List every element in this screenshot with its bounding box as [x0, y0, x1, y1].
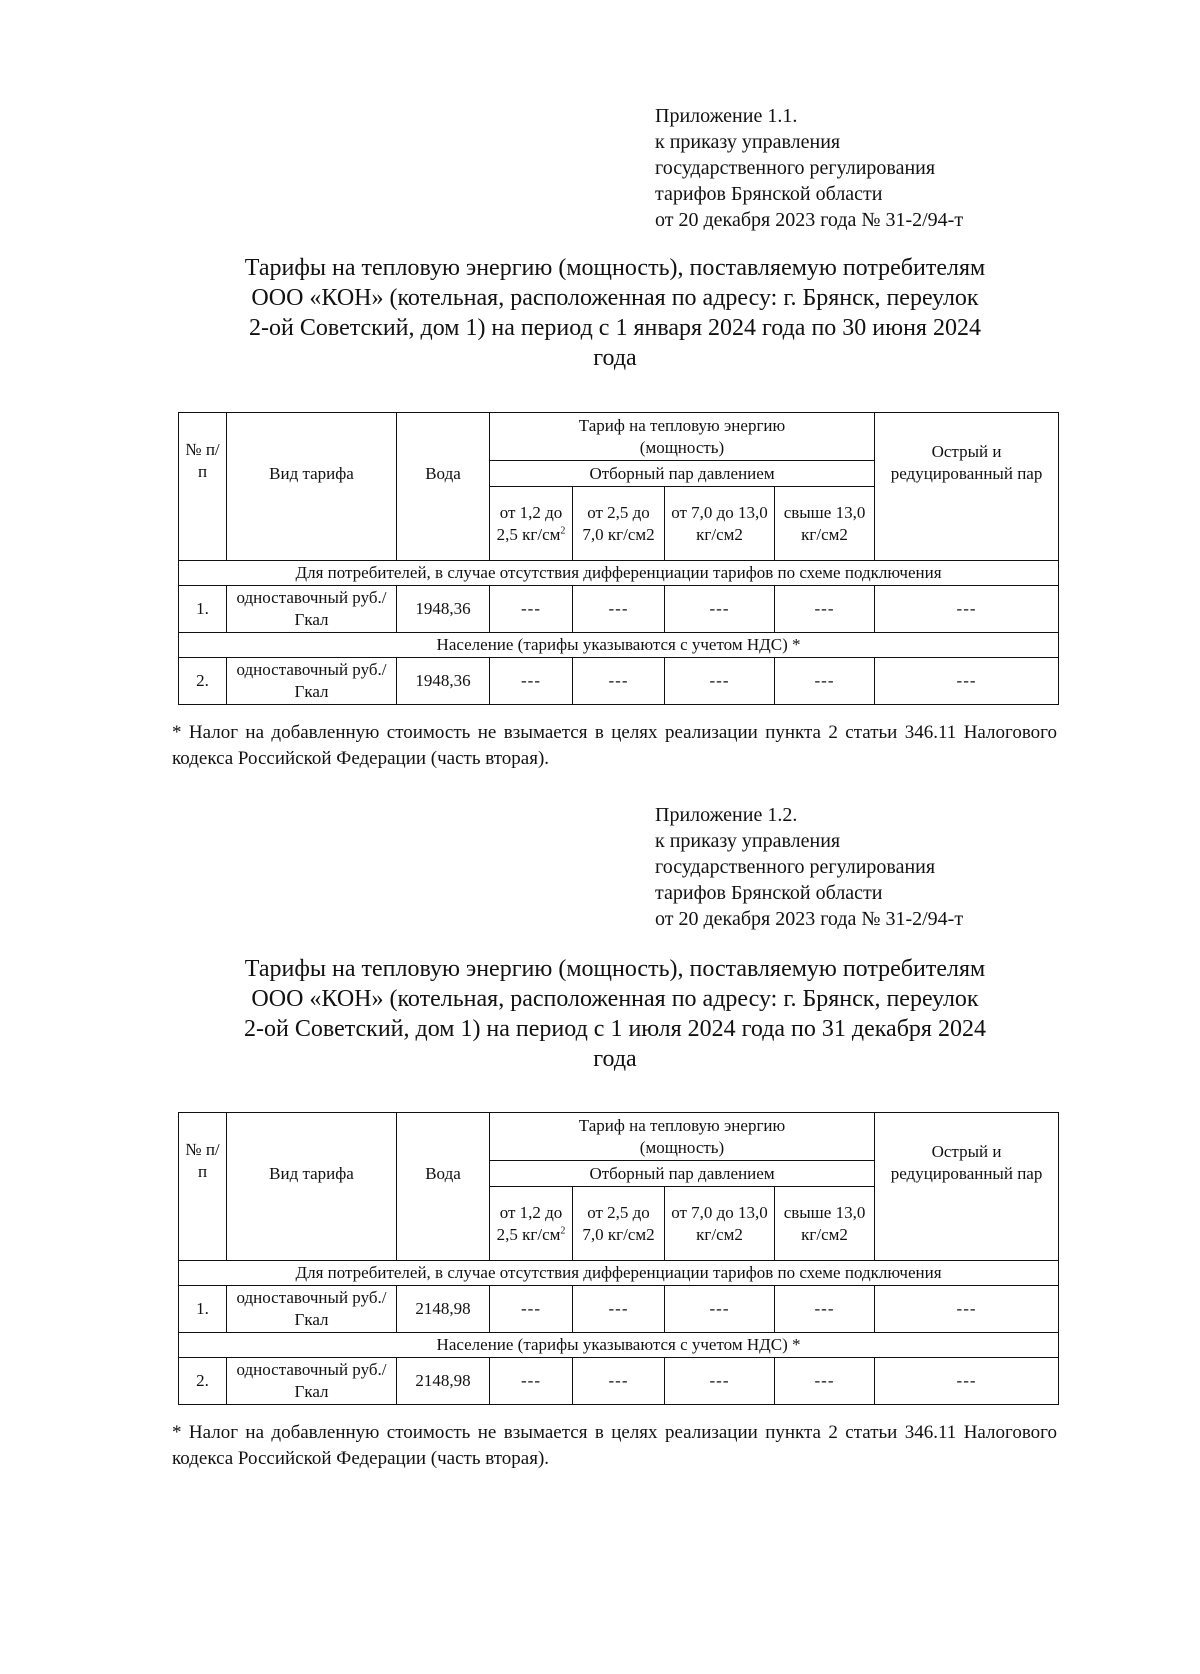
cell-sharp: --- [875, 586, 1059, 633]
cell-water: 2148,98 [397, 1286, 490, 1333]
appendix-header-1 [655, 103, 963, 233]
header-steam-3: от 7,0 до 13,0 кг/см2 [665, 1187, 775, 1261]
section-row: Население (тарифы указываются с учетом НДС) * [179, 1333, 1059, 1358]
cell-num: 1. [179, 586, 227, 633]
cell-type: одноставочный руб./Гкал [227, 586, 397, 633]
table-row [179, 1286, 1059, 1333]
title-line: ООО «КОН» (котельная, расположенная по адресу: г. Брянск, переулок [251, 285, 979, 311]
cell-steam-1: --- [490, 1358, 573, 1405]
cell-steam-4: --- [775, 1286, 875, 1333]
header-num: № п/ п [179, 413, 227, 561]
cell-steam-2: --- [573, 658, 665, 705]
header-num: № п/ п [179, 1113, 227, 1261]
cell-sharp: --- [875, 658, 1059, 705]
header-tariff-type: Вид тарифа [227, 1113, 397, 1261]
header-sharp-steam: Острый и редуцированный пар [875, 413, 1059, 561]
cell-water: 1948,36 [397, 586, 490, 633]
cell-steam-2: --- [573, 1286, 665, 1333]
cell-steam-4: --- [775, 586, 875, 633]
cell-water: 2148,98 [397, 1358, 490, 1405]
tariff-table-1 [178, 412, 1059, 705]
appendix-line: к приказу управления [655, 830, 841, 852]
section-row: Для потребителей, в случае отсутствия дифференциации тарифов по схеме подключения [179, 1261, 1059, 1286]
appendix-header-2 [655, 802, 963, 932]
header-tariff-group: Тариф на тепловую энергию (мощность) [490, 1113, 875, 1161]
table-row [179, 658, 1059, 705]
cell-steam-3: --- [665, 658, 775, 705]
title-line: Тарифы на тепловую энергию (мощность), поставляемую потребителям [244, 255, 986, 281]
title-line: года [593, 1046, 637, 1072]
header-steam-1: от 1,2 до 2,5 $кг/см^2$ [490, 487, 573, 561]
header-sharp-steam: Острый и редуцированный пар [875, 1113, 1059, 1261]
cell-type: одноставочный руб./Гкал [227, 1286, 397, 1333]
appendix-line: от 20 декабря 2023 года № 31-2/94-т [655, 908, 964, 930]
table-row [179, 1358, 1059, 1405]
header-tariff-group: Тариф на тепловую энергию (мощность) [490, 413, 875, 461]
cell-steam-3: --- [665, 1286, 775, 1333]
header-steam-4: свыше 13,0 кг/см2 [775, 1187, 875, 1261]
header-steam-group: Отборный пар давлением [490, 1161, 875, 1187]
cell-steam-3: --- [665, 586, 775, 633]
header-water: Вода [397, 1113, 490, 1261]
cell-type: одноставочный руб./Гкал [227, 1358, 397, 1405]
header-steam-2: от 2,5 до 7,0 кг/см2 [573, 1187, 665, 1261]
header-steam-2: от 2,5 до 7,0 кг/см2 [573, 487, 665, 561]
document-title-1 [170, 253, 1060, 373]
title-line: ООО «КОН» (котельная, расположенная по адресу: г. Брянск, переулок [251, 986, 979, 1012]
header-steam-group: Отборный пар давлением [490, 461, 875, 487]
cell-steam-2: --- [573, 1358, 665, 1405]
title-line: года [593, 345, 637, 371]
header-steam-4: свыше 13,0 кг/см2 [775, 487, 875, 561]
cell-num: 1. [179, 1286, 227, 1333]
cell-type: одноставочный руб./Гкал [227, 658, 397, 705]
header-steam-3: от 7,0 до 13,0 кг/см2 [665, 487, 775, 561]
cell-sharp: --- [875, 1358, 1059, 1405]
cell-num: 2. [179, 658, 227, 705]
tariff-table-2 [178, 1112, 1059, 1405]
appendix-line: к приказу управления [655, 131, 841, 153]
cell-steam-1: --- [490, 658, 573, 705]
cell-sharp: --- [875, 1286, 1059, 1333]
title-line: 2-ой Советский, дом 1) на период с 1 июля 2024 года по 31 декабря 2024 [244, 1016, 986, 1042]
document-title-2 [170, 954, 1060, 1074]
appendix-line: Приложение 1.1. [655, 105, 798, 127]
cell-steam-4: --- [775, 658, 875, 705]
appendix-line: тарифов Брянской области [655, 183, 883, 205]
cell-steam-1: --- [490, 586, 573, 633]
section-row: Для потребителей, в случае отсутствия дифференциации тарифов по схеме подключения [179, 561, 1059, 586]
cell-steam-3: --- [665, 1358, 775, 1405]
appendix-line: государственного регулирования [655, 856, 936, 878]
table-row [179, 586, 1059, 633]
cell-water: 1948,36 [397, 658, 490, 705]
footnote-2: * Налог на добавленную стоимость не взымается в целях реализации пункта 2 статьи 346.11 Налогового кодекса Российской Федерации (часть вторая). [172, 1422, 1057, 1469]
header-water: Вода [397, 413, 490, 561]
footnote-1: * Налог на добавленную стоимость не взымается в целях реализации пункта 2 статьи 346.11 Налогового кодекса Российской Федерации (часть вторая). [172, 722, 1057, 769]
appendix-line: Приложение 1.2. [655, 804, 798, 826]
appendix-line: государственного регулирования [655, 157, 936, 179]
cell-steam-4: --- [775, 1358, 875, 1405]
cell-num: 2. [179, 1358, 227, 1405]
title-line: Тарифы на тепловую энергию (мощность), поставляемую потребителям [244, 956, 986, 982]
title-line: 2-ой Советский, дом 1) на период с 1 января 2024 года по 30 июня 2024 [249, 315, 981, 341]
cell-steam-2: --- [573, 586, 665, 633]
section-row: Население (тарифы указываются с учетом НДС) * [179, 633, 1059, 658]
header-steam-1: от 1,2 до 2,5 $кг/см^2$ [490, 1187, 573, 1261]
appendix-line: тарифов Брянской области [655, 882, 883, 904]
appendix-line: от 20 декабря 2023 года № 31-2/94-т [655, 209, 964, 231]
cell-steam-1: --- [490, 1286, 573, 1333]
header-tariff-type: Вид тарифа [227, 413, 397, 561]
